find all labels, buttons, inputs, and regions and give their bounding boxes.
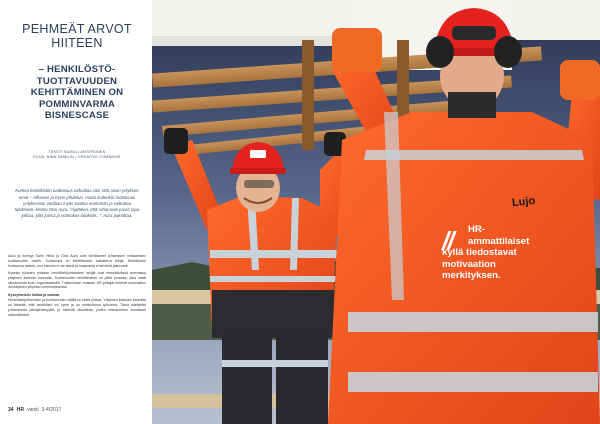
- article-lead: Korkea henkilöstön tuottavuus tarkoittaa sitä, että aivan yrityksen omat – Alhaisen ja hyvin johdetun, mutta kuitenkin tuottavuus yrityksessä, voidaan myös tuottaa enemmän ja vaikuttaa tulokseen, kertoo Ossi Aura. “Ajattelen, että rahat ovat paras tapa johtaa, jolla joissa ja voimakas tuloksiin...”, Aura painottaa.: [14, 188, 140, 219]
- magazine-name: HR: [16, 407, 25, 413]
- article-title: PEHMEÄT ARVOT HIITEEN: [22, 22, 132, 50]
- pull-quote-text: [442, 224, 552, 282]
- byline: [6, 150, 148, 160]
- body-paragraph: Aura ja kollega Sami Heus ja Ossi Aura ovat kehittäneet johtamisen mittaamisen tuottavuuden mallin. Tuottavuus on kehittämisen ratkaiseva tekijä. Henkilöstön tuottavuus laskee, kun esimies ei ole läsnä ja osaamista ei kehitetä jatkuvasti.: [8, 254, 146, 268]
- article-subtitle: – HENKILÖSTÖ-TUOTTAVUUDEN KEHITTÄMINEN ON POMMINVARMA BISNESCASE: [30, 64, 124, 121]
- byline-text: TEKSTI SAMULI ANTERONEN: [48, 150, 106, 154]
- pull-quote-line: kyllä tiedostavat: [442, 247, 517, 259]
- pull-quote-line: merkityksen.: [442, 270, 501, 282]
- pull-quote-line: HR-: [468, 224, 486, 235]
- body-subhead: Kyseyhteisön hoitoa ja voimaa: [8, 293, 60, 298]
- page-number: 34: [8, 407, 14, 413]
- page-folio: [8, 405, 61, 415]
- pull-quote: [442, 224, 552, 282]
- photo-illustration: [152, 0, 600, 424]
- pull-quote-line: ammattilaiset: [468, 235, 530, 247]
- quote-mark: //: [442, 226, 453, 256]
- body-paragraph: Henkilöstöjohtamisen ja tuottavuuden välillä on selvä yhteys. Yrityksen tuloksen kannalta on tärkeää, että henkilöstö voi hyvin ja on motivoitunut työhönsä. Tämä edellyttää johtamiselta pitkäjänteisyyttä ja selkeitä tavoitteita, joiden toteutumista seurataan säännöllisesti.: [8, 298, 146, 317]
- magazine-suffix: viesti: [27, 407, 39, 413]
- body-paragraph: Kyselyn tulosten mukaan henkilöstöjohtamisen tekijät ovat merkittävässä asemassa yrityksen tuloksen kannalta. Tuottavuuden kehittäminen on pitkä prosessi, joka vaatii sitoutumista koko organisaatiolta. Tutkimuksen mukaan HR-johtajat tietävät motivaation merkityksen yrityksen menestyksessä.: [8, 270, 146, 290]
- pull-quote-line: motivaation: [442, 258, 496, 270]
- byline-photo: KUVA: NINA SAMILIN / CREATIVE COMMONS: [33, 155, 121, 159]
- article-body: [8, 254, 146, 320]
- jacket-logo: Lujo: [511, 194, 536, 210]
- article-text-column: [0, 0, 152, 424]
- issue-number: 3-4/2017: [41, 407, 62, 413]
- construction-workers-photo: [152, 0, 600, 424]
